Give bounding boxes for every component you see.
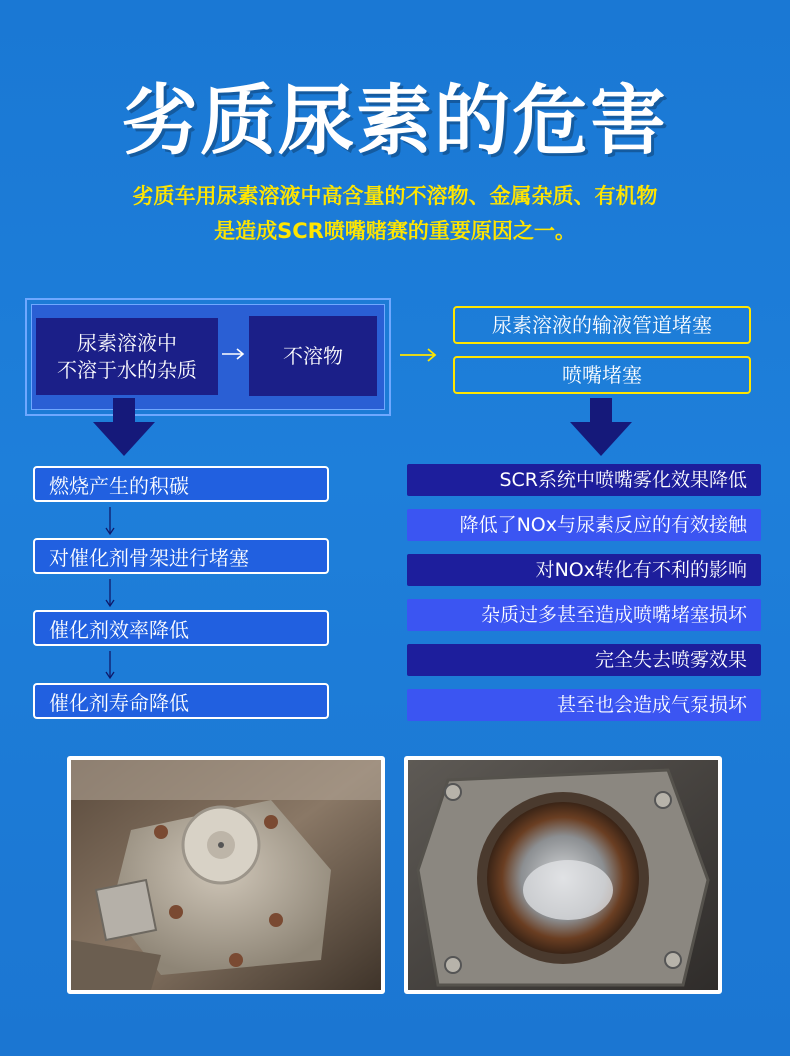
nozzle-flange-photo (67, 756, 385, 994)
effect-atomization-drop: SCR系统中喷嘴雾化效果降低 (407, 464, 761, 496)
effect-carbon-deposit: 燃烧产生的积碳 (33, 466, 329, 502)
right-arrow-icon (220, 344, 248, 364)
subtitle-line-1: 劣质车用尿素溶液中高含量的不溶物、金属杂质、有机物 (132, 184, 658, 208)
down-arrow-icon (566, 398, 636, 458)
insoluble-box (249, 316, 377, 396)
impurity-label: 尿素溶液中 不溶于水的杂质 (57, 330, 197, 382)
effect-contact-reduced: 降低了NOx与尿素反应的有效接触 (407, 509, 761, 541)
nozzle-flange-image (71, 760, 381, 990)
nozzle-blockage-box: 喷嘴堵塞 (453, 356, 751, 394)
effect-nozzle-damage: 杂质过多甚至造成喷嘴堵塞损坏 (407, 599, 761, 631)
pipe-blockage-box: 尿素溶液的输液管道堵塞 (453, 306, 751, 344)
impurity-box (36, 318, 218, 395)
page-title: 劣质尿素的危害 (122, 76, 668, 165)
down-arrow-icon (104, 651, 116, 681)
effect-pump-damage: 甚至也会造成气泵损坏 (407, 689, 761, 721)
effect-catalyst-clog: 对催化剂骨架进行堵塞 (33, 538, 329, 574)
subtitle-line-2: 是造成SCR喷嘴赌赛的重要原因之一。 (214, 219, 576, 243)
effect-efficiency-drop: 催化剂效率降低 (33, 610, 329, 646)
pipe-opening-image (408, 760, 718, 990)
down-arrow-icon (104, 579, 116, 609)
right-arrow-icon (398, 345, 440, 365)
effect-spray-lost: 完全失去喷雾效果 (407, 644, 761, 676)
effect-lifespan-drop: 催化剂寿命降低 (33, 683, 329, 719)
pipe-opening-photo (404, 756, 722, 994)
insoluble-label: 不溶物 (283, 343, 343, 368)
effect-nox-conversion: 对NOx转化有不利的影响 (407, 554, 761, 586)
down-arrow-icon (104, 507, 116, 537)
down-arrow-icon (89, 398, 159, 458)
